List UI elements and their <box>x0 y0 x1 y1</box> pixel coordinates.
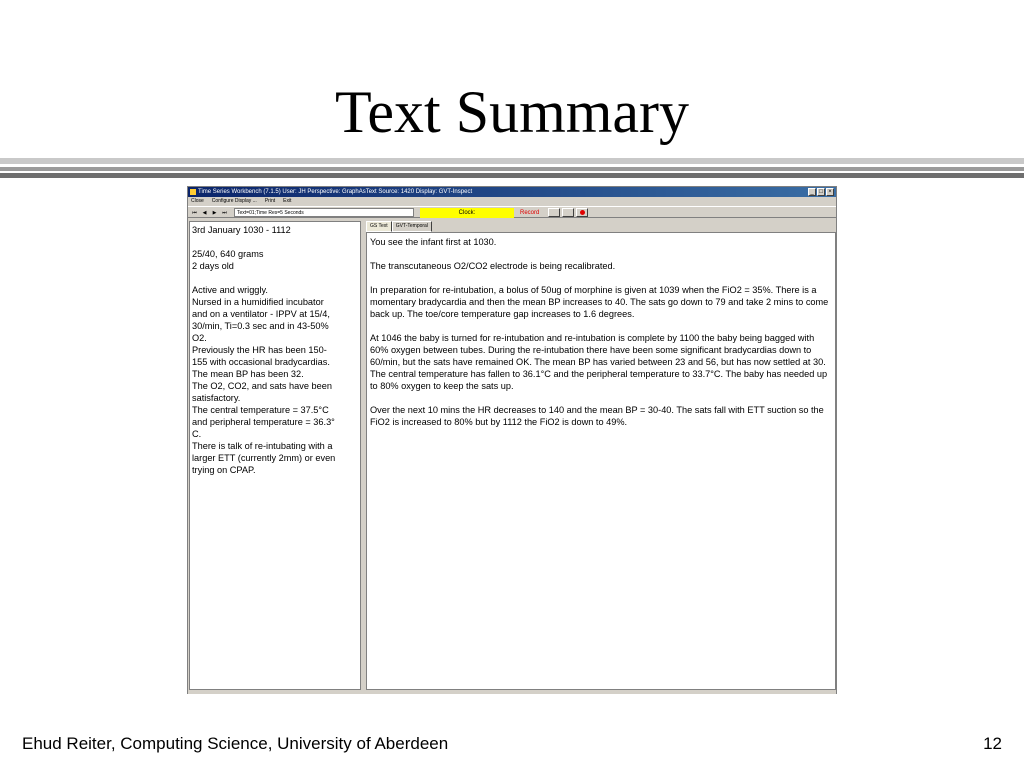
summary-paragraph: In preparation for re-intubation, a bolus of 50ug of morphine is given at 1039 when the FiO2 = 35%. There is a momentary bradycardia and then the mean BP increases to 40. The sats go down to 79 and take 2 mins to come back up. The toe/core temperature gap increases to 1.6 degrees. <box>370 285 829 319</box>
record-label: Record <box>520 210 540 216</box>
tab-gs-text[interactable]: GS Text <box>366 221 392 232</box>
app-icon <box>190 189 196 195</box>
last-icon[interactable]: ⏭ <box>222 210 227 216</box>
body-line: O2. <box>192 333 207 343</box>
body-line: and peripheral temperature = 36.3° <box>192 417 335 427</box>
forward-icon[interactable]: ▶ <box>212 210 217 216</box>
pause-button[interactable] <box>548 208 560 217</box>
date-line: 3rd January 1030 - 1112 <box>192 225 291 235</box>
info-line: 2 days old <box>192 261 234 271</box>
first-icon[interactable]: ⏮ <box>192 210 197 216</box>
summary-paragraph: At 1046 the baby is turned for re-intubation and re-intubation is complete by 1100 the baby being bagged with 60% oxygen between tubes. During the re-intubation there have been some significant bradycardias down to 60/min, but the sats have remained OK. The mean BP has varied between 23 and 56, but has now settled at 30. The central temperature has fallen to 36.1°C and the peripheral temperature to 33.7°C. The baby has needed up to 80% oxygen to keep the sats up. <box>370 333 828 391</box>
summary-paragraph: The transcutaneous O2/CO2 electrode is being recalibrated. <box>370 261 616 271</box>
body-line: The mean BP has been 32. <box>192 369 304 379</box>
back-icon[interactable]: ◀ <box>202 210 207 216</box>
summary-text-pane <box>366 232 836 690</box>
maximize-button[interactable]: □ <box>817 188 825 196</box>
window-title: Time Series Workbench (7.1.5) User: JH Perspective: GraphAsText Source: 1420 Display: GVT-Inspect <box>198 189 473 195</box>
body-line: Nursed in a humidified incubator <box>192 297 324 307</box>
body-line: C. <box>192 429 202 439</box>
body-line: satisfactory. <box>192 393 241 403</box>
body-line: and on a ventilator - IPPV at 15/4, <box>192 309 330 319</box>
menu-print[interactable]: Print <box>264 198 276 204</box>
info-line: 25/40, 640 grams <box>192 249 264 259</box>
text-summary-area <box>366 221 836 690</box>
body-line: larger ETT (currently 2mm) or even <box>192 453 336 463</box>
record-button[interactable] <box>576 208 588 217</box>
clock-display: Clock: <box>420 208 514 218</box>
body-line: The O2, CO2, and sats have been <box>192 381 332 391</box>
body-line: Active and wriggly. <box>192 285 268 295</box>
app-window <box>187 186 837 694</box>
menu-configure-display[interactable]: Configure Display ... <box>211 198 257 204</box>
window-titlebar[interactable] <box>188 187 836 197</box>
record-icon <box>580 210 585 215</box>
footer-author: Ehud Reiter, Computing Science, University of Aberdeen <box>22 734 449 753</box>
menu-bar <box>188 197 836 206</box>
body-line: trying on CPAP. <box>192 465 256 475</box>
menu-close[interactable]: Close <box>191 198 204 204</box>
series-field[interactable]: Text=01;Time Res=5 Seconds <box>234 208 414 217</box>
menu-exit[interactable]: Exit <box>283 198 292 204</box>
minimize-button[interactable]: _ <box>808 188 816 196</box>
body-line: 30/min, Ti=0.3 sec and in 43-50% <box>192 321 329 331</box>
summary-paragraph: Over the next 10 mins the HR decreases to 140 and the mean BP = 30-40. The sats fall with ETT suction so the FiO2 is increased to 80% but by 1112 the FiO2 is down to 49%. <box>370 405 824 427</box>
summary-header-pane <box>189 221 361 690</box>
toolbar <box>188 206 836 218</box>
close-window-button[interactable]: × <box>826 188 834 196</box>
summary-paragraph: You see the infant first at 1030. <box>370 237 497 247</box>
page-number: 12 <box>983 734 1002 753</box>
body-line: Previously the HR has been 150- <box>192 345 327 355</box>
tab-gvt-temporal[interactable]: GVT-Temporal <box>392 221 432 232</box>
slide-title: Text Summary <box>334 79 690 145</box>
body-line: There is talk of re-intubating with a <box>192 441 333 451</box>
body-line: The central temperature = 37.5°C <box>192 405 329 415</box>
stop-button[interactable] <box>562 208 574 217</box>
status-strip <box>188 690 836 694</box>
body-line: 155 with occasional bradycardias. <box>192 357 330 367</box>
tab-bar <box>366 221 432 232</box>
